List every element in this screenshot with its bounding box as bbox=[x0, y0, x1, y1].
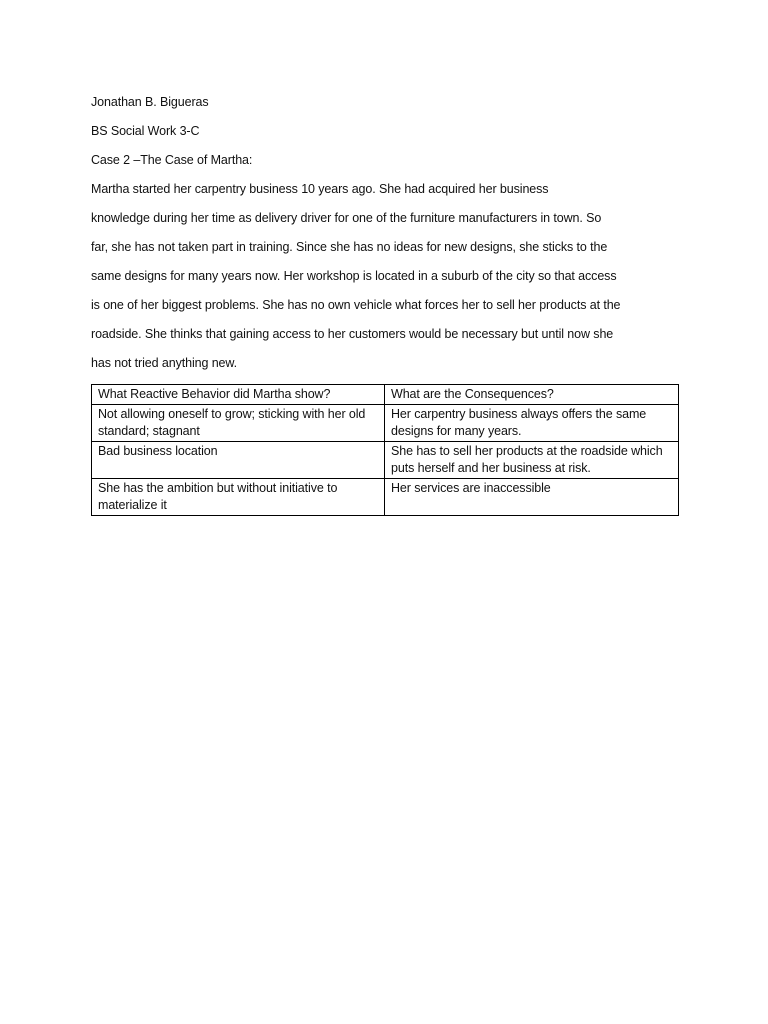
body-line: is one of her biggest problems. She has no own vehicle what forces her to sell her products at the bbox=[91, 298, 621, 312]
table-cell: Bad business location bbox=[92, 442, 385, 479]
behavior-consequence-table bbox=[91, 384, 679, 516]
table-header-cell: What Reactive Behavior did Martha show? bbox=[92, 385, 385, 405]
table-cell: Not allowing oneself to grow; sticking with her old standard; stagnant bbox=[92, 405, 385, 442]
table-row bbox=[92, 442, 679, 479]
body-line: far, she has not taken part in training. Since she has no ideas for new designs, she sticks to the bbox=[91, 240, 608, 254]
body-line: Martha started her carpentry business 10 years ago. She had acquired her business bbox=[91, 182, 549, 196]
body-line: has not tried anything new. bbox=[91, 356, 238, 370]
body-line: roadside. She thinks that gaining access to her customers would be necessary but until now she bbox=[91, 327, 614, 341]
case-title: Case 2 –The Case of Martha: bbox=[91, 153, 253, 167]
table-row bbox=[92, 479, 679, 516]
table-header-cell: What are the Consequences? bbox=[385, 385, 679, 405]
table-cell: Her services are inaccessible bbox=[385, 479, 679, 516]
table-row bbox=[92, 405, 679, 442]
body-line: same designs for many years now. Her workshop is located in a suburb of the city so that access bbox=[91, 269, 617, 283]
table-cell: Her carpentry business always offers the same designs for many years. bbox=[385, 405, 679, 442]
table-header-row bbox=[92, 385, 679, 405]
author-name: Jonathan B. Bigueras bbox=[91, 95, 209, 109]
table-cell: She has to sell her products at the roadside which puts herself and her business at risk. bbox=[385, 442, 679, 479]
body-line: knowledge during her time as delivery driver for one of the furniture manufacturers in town. So bbox=[91, 211, 602, 225]
table-cell: She has the ambition but without initiative to materialize it bbox=[92, 479, 385, 516]
course-section: BS Social Work 3-C bbox=[91, 124, 200, 138]
